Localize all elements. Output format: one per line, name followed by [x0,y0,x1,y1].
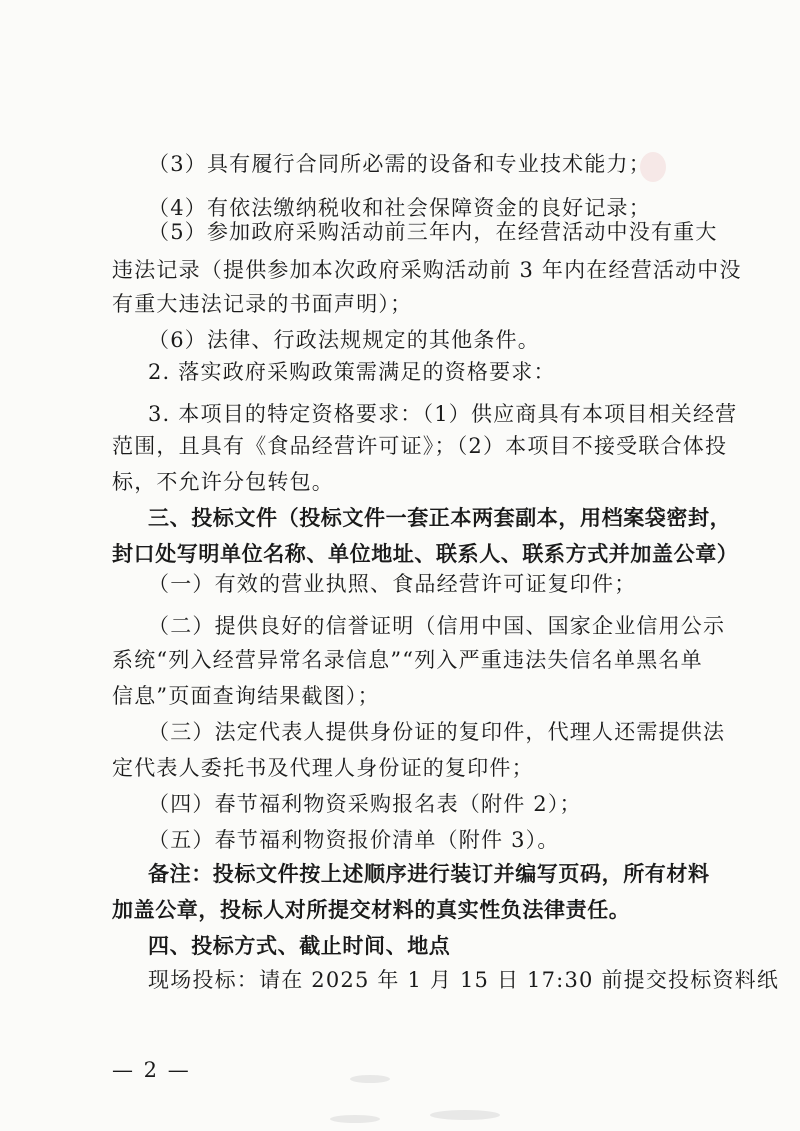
text-line: （四）春节福利物资采购报名表（附件 2）； [148,792,582,816]
text-line: （3）具有履行合同所必需的设备和专业技术能力； [148,152,651,176]
remark-line: 加盖公章，投标人对所提交材料的真实性负法律责任。 [112,898,631,922]
section-heading-cont: 封口处写明单位名称、单位地址、联系人、联系方式并加盖公章） [112,542,739,566]
text-line: （二）提供良好的信誉证明（信用中国、国家企业信用公示 [148,614,726,638]
text-line: 有重大违法记录的书面声明）； [112,292,413,316]
text-line: （5）参加政府采购活动前三年内，在经营活动中没有重大 [148,220,718,244]
text-line: 违法记录（提供参加本次政府采购活动前 3 年内在经营活动中没 [112,258,742,282]
text-line: （一）有效的营业执照、食品经营许可证复印件； [148,572,637,596]
section-heading: 四、投标方式、截止时间、地点 [148,934,451,958]
text-line: 现场投标：请在 2025 年 1 月 15 日 17:30 前提交投标资料纸 [148,968,780,992]
remark-line: 备注：投标文件按上述顺序进行装订并编写页码，所有材料 [148,862,710,886]
text-line: 2. 落实政府采购政策需满足的资格要求： [148,360,556,384]
text-line: 信息”页面查询结果截图）； [112,684,380,708]
text-line: 3. 本项目的特定资格要求：（1）供应商具有本项目相关经营 [148,402,738,426]
scan-artifact [330,1115,380,1123]
text-line: （6）法律、行政法规规定的其他条件。 [148,328,540,352]
text-line: 系统“列入经营异常名录信息”“列入严重违法失信名单黑名单 [112,648,703,672]
scan-artifact [350,1075,390,1083]
text-line: （4）有依法缴纳税收和社会保障资金的良好记录； [148,196,651,220]
text-line: 范围，且具有《食品经营许可证》；（2）本项目不接受联合体投 [112,434,728,458]
text-line: 标，不允许分包转包。 [112,470,334,494]
text-line: （三）法定代表人提供身份证的复印件，代理人还需提供法 [148,720,726,744]
scan-artifact [430,1110,500,1120]
section-heading: 三、投标文件（投标文件一套正本两套副本，用档案袋密封， [148,506,732,530]
scan-artifact [640,152,666,182]
text-line: （五）春节福利物资报价清单（附件 3）。 [148,828,560,852]
text-line: 定代表人委托书及代理人身份证的复印件； [112,756,534,780]
page-number: — 2 — [112,1058,191,1082]
